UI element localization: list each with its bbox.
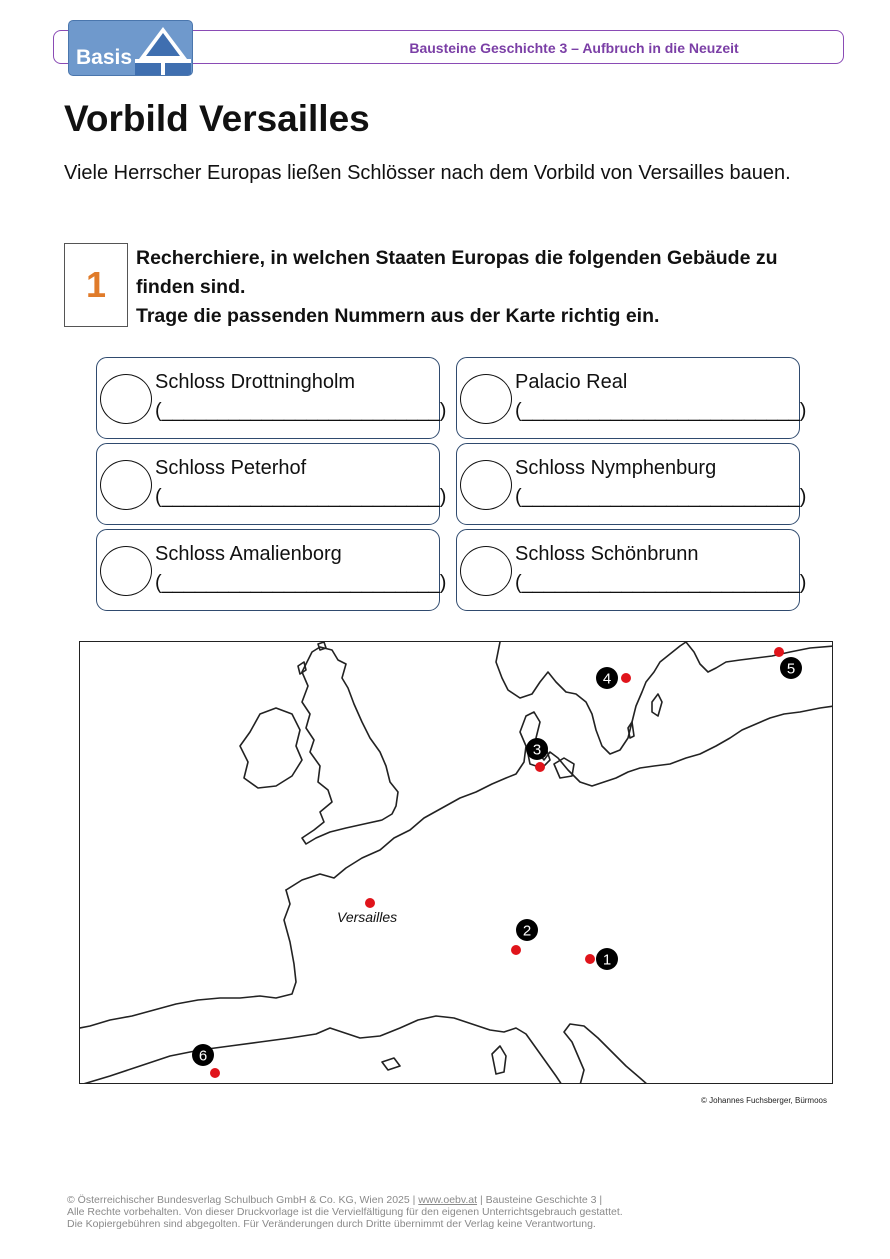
versailles-dot	[365, 898, 375, 908]
answer-card-schoenbrunn	[456, 529, 807, 611]
footer-copyright: © Österreichischer Bundesverlag Schulbuch GmbH & Co. KG, Wien 2025 |	[67, 1194, 419, 1206]
marker-1-label: 1	[602, 951, 612, 969]
task-line-2: finden sind.	[136, 276, 246, 298]
building-name: Schloss Amalienborg	[155, 543, 342, 565]
map-drawing	[80, 642, 833, 1084]
country-answer-line[interactable]: (_________________________)	[155, 486, 447, 508]
logo-text: Basis	[76, 46, 133, 69]
number-answer-circle[interactable]	[100, 460, 152, 510]
marker-3-label: 3	[532, 741, 542, 759]
marker-3-dot	[535, 762, 545, 772]
number-answer-circle[interactable]	[100, 374, 152, 424]
marker-2-label: 2	[522, 922, 532, 940]
task-line-1: Recherchiere, in welchen Staaten Europas die folgenden Gebäude zu	[136, 247, 778, 269]
number-answer-circle[interactable]	[100, 546, 152, 596]
footer-series: | Bausteine Geschichte 3 |	[477, 1194, 603, 1206]
answer-card-amalienborg	[96, 529, 447, 611]
marker-6-label: 6	[198, 1047, 208, 1065]
intro-text: Viele Herrscher Europas ließen Schlösser nach dem Vorbild von Versailles bauen.	[64, 162, 791, 184]
answer-card-drottningholm	[96, 357, 447, 439]
basis-logo	[68, 20, 193, 76]
marker-4-dot	[621, 673, 631, 683]
country-answer-line[interactable]: (_________________________)	[515, 486, 807, 508]
publisher-link[interactable]: www.oebv.at	[418, 1194, 478, 1206]
building-name: Schloss Peterhof	[155, 457, 307, 479]
country-answer-line[interactable]: (_________________________)	[155, 572, 447, 594]
footer-line-1	[67, 1194, 827, 1206]
header-title: Bausteine Geschichte 3 – Aufbruch in die Neuzeit	[409, 40, 739, 56]
building-name: Schloss Drottningholm	[155, 371, 356, 393]
footer-line-2: Alle Rechte vorbehalten. Von dieser Druckvorlage ist die Vervielfältigung für den eigenen Unterrichtsgebrauch gestattet.	[67, 1206, 623, 1218]
country-answer-line[interactable]: (_________________________)	[515, 572, 807, 594]
task-instructions	[136, 244, 836, 331]
task-number: 1	[85, 264, 107, 305]
coastlines	[80, 642, 833, 1084]
marker-5-label: 5	[786, 660, 796, 678]
marker-2-dot	[511, 945, 521, 955]
building-name: Schloss Nymphenburg	[515, 457, 717, 479]
number-answer-circle[interactable]	[460, 374, 512, 424]
number-answer-circle[interactable]	[460, 546, 512, 596]
task-number-box	[64, 243, 128, 327]
number-answer-circle[interactable]	[460, 460, 512, 510]
page-title: Vorbild Versailles	[64, 98, 370, 139]
footer-line-3: Die Kopiergebühren sind abgegolten. Für Veränderungen durch Dritte übernimmt der Verlag keine Verantwortung.	[67, 1218, 596, 1230]
building-name: Schloss Schönbrunn	[515, 543, 699, 565]
marker-1-dot	[585, 954, 595, 964]
footer	[67, 1194, 827, 1230]
marker-4-label: 4	[602, 670, 612, 688]
europe-outline-map	[79, 641, 833, 1084]
task-line-3: Trage die passenden Nummern aus der Karte richtig ein.	[136, 305, 660, 327]
country-answer-line[interactable]: (_________________________)	[515, 400, 807, 422]
marker-5-dot	[774, 647, 784, 657]
map-credit: © Johannes Fuchsberger, Bürmoos	[701, 1096, 827, 1105]
versailles-label: Versailles	[337, 909, 398, 925]
building-name: Palacio Real	[515, 371, 628, 393]
marker-6-dot	[210, 1068, 220, 1078]
triangle-logo-icon	[135, 23, 191, 75]
answer-card-nymphenburg	[456, 443, 807, 525]
country-answer-line[interactable]: (_________________________)	[155, 400, 447, 422]
answer-card-palacio-real	[456, 357, 807, 439]
answer-card-peterhof	[96, 443, 447, 525]
